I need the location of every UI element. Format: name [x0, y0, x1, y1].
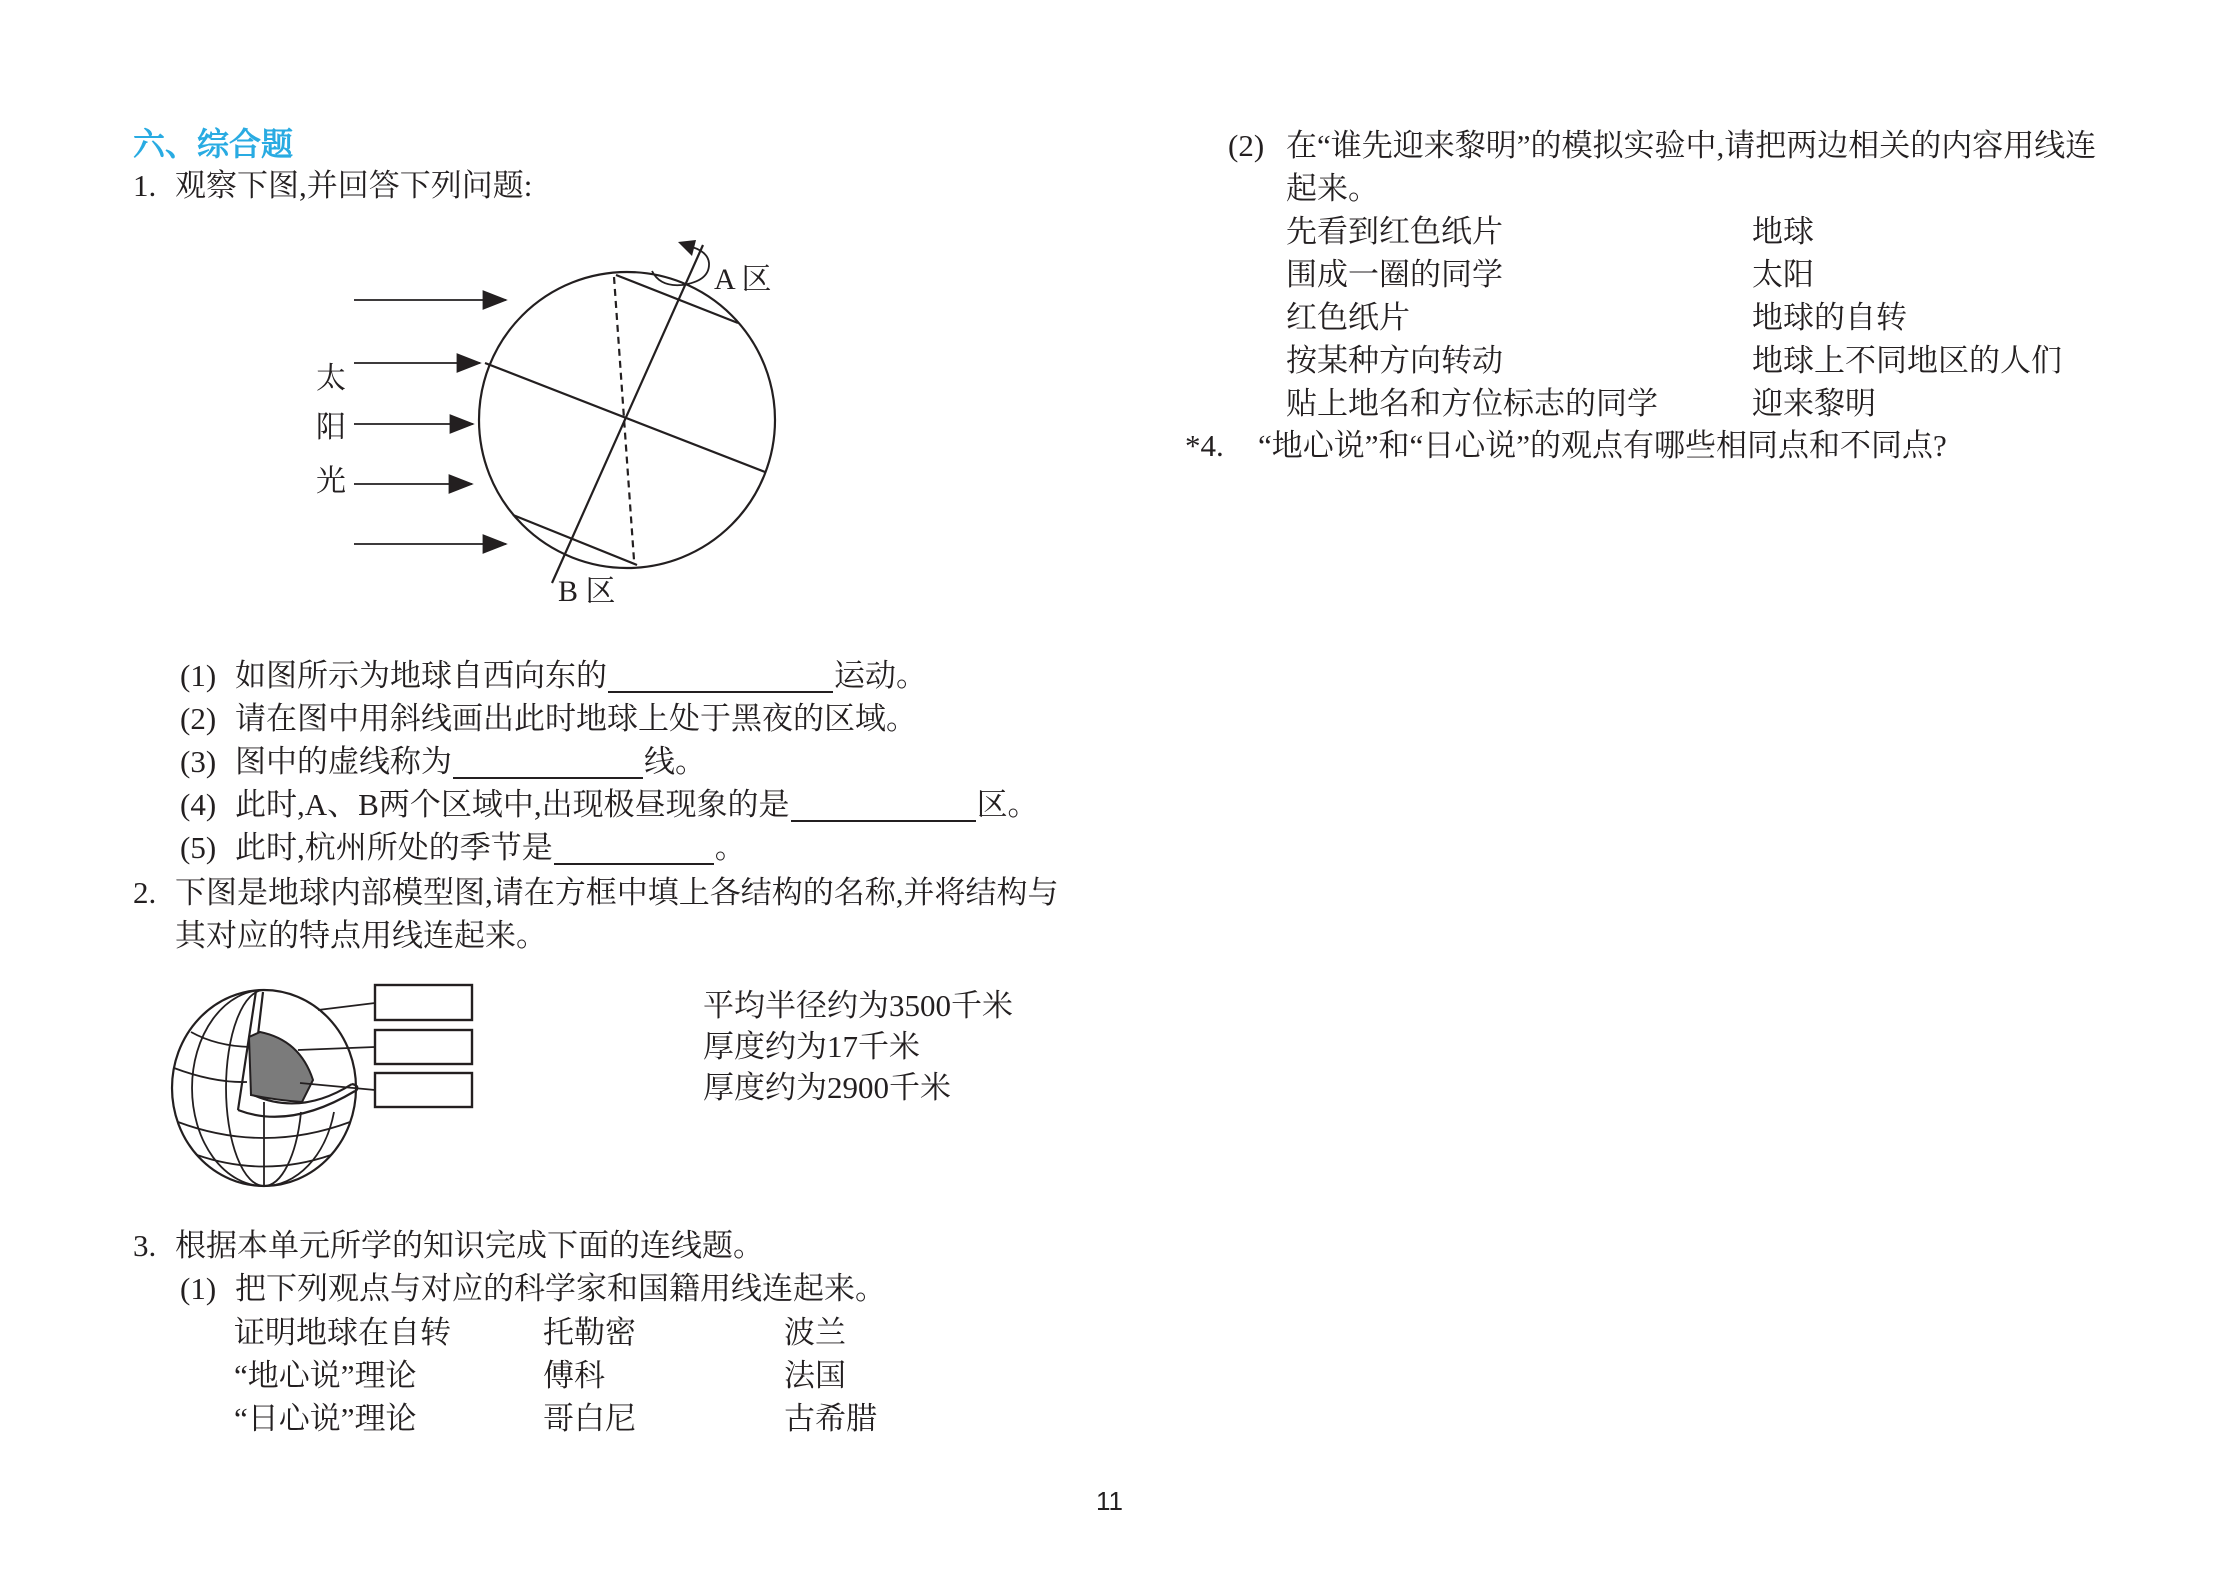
connector-line [298, 1047, 375, 1050]
question-4-prompt: *4. “地心说”和“日心说”的观点有哪些相同点和不同点? [1185, 428, 1947, 463]
earth-rotation-diagram [300, 225, 800, 620]
question-1-prompt: 1. 观察下图,并回答下列问题: [133, 168, 533, 203]
page-number: 11 [1096, 1486, 1123, 1516]
equator-line [485, 363, 765, 472]
question-3-prompt: 3. 根据本单元所学的知识完成下面的连线题。 [133, 1228, 764, 1263]
question-2-prompt-line2: 其对应的特点用线连起来。 [175, 918, 547, 953]
match-left-item: 红色纸片 [1286, 300, 1410, 335]
label-box [375, 985, 472, 1020]
feature-item: 平均半径约为3500千米 [703, 988, 1013, 1023]
match-right-item: 地球 [1752, 214, 1814, 249]
match-country-item: 法国 [784, 1358, 846, 1393]
answer-blank [554, 863, 714, 865]
core-region [249, 1032, 313, 1102]
sub-question: (2) 请在图中用斜线画出此时地球上处于黑夜的区域。 [180, 701, 917, 736]
match-country-item: 波兰 [784, 1315, 846, 1350]
match-left-item: 按某种方向转动 [1286, 343, 1503, 378]
question-number: 3. [133, 1228, 157, 1263]
match-right-item: 地球上不同地区的人们 [1752, 343, 2062, 378]
rotation-arrowhead-icon [678, 240, 696, 256]
answer-blank [608, 691, 833, 693]
label-box [375, 1073, 472, 1107]
terminator-dashed-line [614, 277, 634, 560]
parallel-line [174, 1068, 247, 1082]
answer-blank [453, 777, 643, 779]
match-left-item: 贴上地名和方位标志的同学 [1286, 386, 1658, 421]
sub-question: (5) 此时,杭州所处的季节是 。 [180, 830, 746, 865]
feature-item: 厚度约为2900千米 [703, 1070, 951, 1105]
earth-circle [479, 272, 775, 568]
question-3-2-prompt: (2) 在“谁先迎来黎明”的模拟实验中,请把两边相关的内容用线连 [1228, 128, 2097, 163]
match-right-item: 迎来黎明 [1752, 386, 1876, 421]
sunlight-label-char: 阳 [316, 411, 346, 444]
earth-axis-line [552, 245, 703, 583]
connector-line [300, 1083, 375, 1090]
question-number: *4. [1185, 428, 1224, 463]
label-box [375, 1030, 472, 1064]
match-country-item: 古希腊 [784, 1401, 877, 1436]
match-scientist-item: 托勒密 [543, 1315, 636, 1350]
sub-question: (4) 此时,A、B两个区域中,出现极昼现象的是 区。 [180, 787, 1039, 822]
match-left-item: 围成一圈的同学 [1286, 257, 1503, 292]
feature-item: 厚度约为17千米 [703, 1029, 920, 1064]
question-number: 2. [133, 875, 157, 910]
question-3-2-prompt-line2: 起来。 [1286, 171, 1379, 206]
match-view-item: 证明地球在自转 [234, 1315, 451, 1350]
question-number: 1. [133, 168, 157, 203]
sub-question: (1) 如图所示为地球自西向东的 运动。 [180, 658, 927, 693]
question-3-1-prompt: (1) 把下列观点与对应的科学家和国籍用线连起来。 [180, 1271, 886, 1306]
section-heading: 六、综合题 [133, 126, 294, 162]
sunlight-label-char: 太 [316, 362, 346, 395]
region-b-label: B 区 [558, 575, 616, 608]
sub-question: (3) 图中的虚线称为 线。 [180, 744, 706, 779]
earth-interior-diagram [150, 970, 570, 1210]
answer-blank [791, 820, 976, 822]
match-scientist-item: 哥白尼 [543, 1401, 636, 1436]
match-right-item: 地球的自转 [1752, 300, 1907, 335]
region-a-label: A 区 [714, 263, 772, 296]
match-view-item: “地心说”理论 [234, 1358, 417, 1393]
match-right-item: 太阳 [1752, 257, 1814, 292]
connector-line [318, 1003, 375, 1010]
meridian-line [264, 1112, 301, 1186]
match-scientist-item: 傅科 [543, 1358, 605, 1393]
match-view-item: “日心说”理论 [234, 1401, 417, 1436]
sunlight-label-char: 光 [316, 465, 346, 498]
question-2-prompt: 2. 下图是地球内部模型图,请在方框中填上各结构的名称,并将结构与 [133, 875, 1059, 910]
match-left-item: 先看到红色纸片 [1286, 214, 1503, 249]
